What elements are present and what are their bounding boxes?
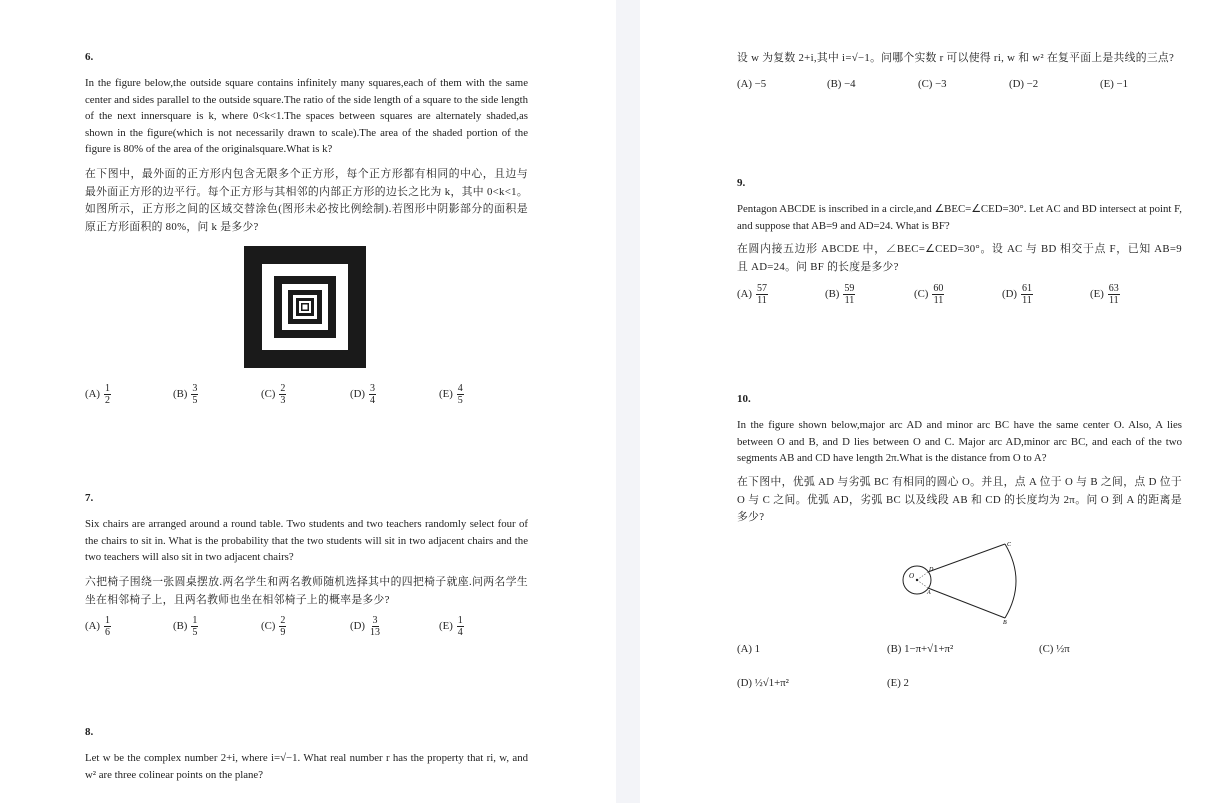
label-d: D	[929, 567, 934, 573]
question-7-options	[85, 612, 525, 640]
fraction	[932, 283, 944, 306]
option-c[interactable]: (C) ½π	[1039, 643, 1070, 655]
numerator: 57	[757, 282, 767, 294]
option-a[interactable]: (A) −5	[737, 78, 767, 90]
fraction	[191, 615, 198, 638]
question-7-text-en: Six chairs are arranged around a round table. Two students and two teachers randomly select four of the chairs to sit in. What is the probability that the two students will sit in two adjacent chairs and the two teachers will also sit in two adjacent chairs?	[85, 518, 528, 564]
fraction	[1108, 283, 1120, 306]
denominator: 5	[457, 394, 463, 406]
option-label: (A)	[85, 620, 100, 632]
option-label: (E)	[1090, 288, 1104, 300]
fraction	[369, 615, 381, 638]
fraction	[756, 283, 768, 306]
denominator: 2	[105, 394, 110, 406]
fraction	[457, 383, 464, 406]
fraction	[104, 383, 111, 406]
numerator: 3	[372, 614, 378, 626]
numerator: 1	[105, 614, 110, 626]
denominator: 11	[757, 294, 767, 306]
fraction	[279, 383, 286, 406]
option-label: (C)	[914, 288, 929, 300]
question-6-text-en: In the figure below,the outside square contains infinitely many squares,each of them with the same center and sides parallel to the outside square.The ratio of the side length of a square to the side length of the next innersquare is k, where 0<k<1.The spaces between squares are alternately shaded,as shown in the figure(which is not necessarily drawn to scale).The area of the shaded portion of the figure is 80% of the area of the originalsquare.What is k?	[85, 77, 528, 156]
option-e[interactable]	[1090, 280, 1120, 308]
question-6-number: 6.	[85, 51, 94, 63]
option-d[interactable]	[1002, 280, 1033, 308]
option-a[interactable]	[85, 612, 111, 640]
fraction	[369, 383, 376, 406]
option-d[interactable]: (D) −2	[1009, 78, 1039, 90]
numerator: 4	[457, 382, 463, 394]
denominator: 6	[105, 626, 110, 638]
numerator: 2	[280, 382, 286, 394]
question-9-text-zh: 在圆内接五边形 ABCDE 中，∠BEC=∠CED=30°。设 AC 与 BD 相交于点 F，已知 AB=9 且 AD=24。问 BF 的长度是多少?	[737, 243, 1182, 273]
question-10-options-row2	[737, 669, 1177, 697]
option-label: (D)	[1002, 288, 1017, 300]
numerator: 1	[457, 614, 463, 626]
option-label: (B)	[825, 288, 840, 300]
question-10-options-row1	[737, 635, 1177, 663]
option-a[interactable]	[85, 380, 111, 408]
option-label: (A)	[737, 288, 752, 300]
option-label: (D)	[350, 620, 365, 632]
fraction	[191, 383, 198, 406]
label-c: C	[1007, 542, 1012, 548]
fraction	[843, 283, 855, 306]
segment-ab	[928, 588, 1005, 618]
denominator: 11	[933, 294, 944, 306]
option-label: (D)	[350, 388, 365, 400]
label-o: O	[909, 572, 915, 580]
denominator: 3	[280, 394, 286, 406]
option-d[interactable]	[350, 380, 376, 408]
numerator: 61	[1022, 282, 1032, 294]
denominator: 5	[192, 394, 198, 406]
label-a: A	[927, 590, 931, 596]
question-10-text-zh: 在下图中，优弧 AD 与劣弧 BC 有相同的圆心 O。并且，点 A 位于 O 与 B 之间，点 D 位于 O 与 C 之间。优弧 AD，劣弧 BC 以及线段 AB 和 CD 的长度均为 2π。问 O 到 A 的距离是多少?	[737, 476, 1182, 523]
page-right	[640, 0, 1231, 803]
option-b[interactable]: (B) −4	[827, 78, 856, 90]
question-7-text-zh: 六把椅子围绕一张圆桌摆放.两名学生和两名教师随机选择其中的四把椅子就座.问两名学生坐在相邻椅子上，且两名教师也坐在相邻椅子上的概率是多少?	[85, 576, 528, 606]
numerator: 3	[370, 382, 375, 394]
label-b: B	[1003, 620, 1007, 626]
nested-squares-figure	[244, 246, 366, 368]
denominator: 11	[844, 294, 855, 306]
denominator: 9	[280, 626, 286, 638]
option-label: (B)	[173, 388, 188, 400]
option-b[interactable]: (B) 1−π+√1+π²	[887, 643, 954, 655]
numerator: 1	[105, 382, 110, 394]
option-b[interactable]	[825, 280, 855, 308]
denominator: 11	[1108, 294, 1119, 306]
option-label: (E)	[439, 620, 453, 632]
fraction	[1021, 283, 1033, 306]
question-6-text-zh: 在下图中，最外面的正方形内包含无限多个正方形，每个正方形都有相同的中心，且边与最外面正方形的边平行。每个正方形与其相邻的内部正方形的边长之比为 k，其中 0<k<1。如图所示，正方形之间的区域交替涂色(图形未必按比例绘制).若图形中阴影部分的面积是原正方形面积的 80%，问 k 是多少?	[85, 168, 528, 233]
option-e[interactable]	[439, 380, 464, 408]
option-e[interactable]	[439, 612, 464, 640]
question-10-text-en: In the figure shown below,major arc AD and minor arc BC have the same center O. Also, A lies between O and B, and D lies between O and C. Major arc AD,minor arc BC, and each of the two segments AB and CD have length 2π.What is the distance from O to A?	[737, 419, 1182, 465]
numerator: 59	[844, 282, 855, 294]
question-7-number: 7.	[85, 492, 94, 504]
denominator: 11	[1022, 294, 1032, 306]
numerator: 2	[280, 614, 286, 626]
option-b[interactable]	[173, 612, 198, 640]
option-label: (C)	[261, 388, 276, 400]
fraction	[279, 615, 286, 638]
option-label: (B)	[173, 620, 188, 632]
option-d[interactable]: (D) ½√1+π²	[737, 677, 789, 689]
fraction	[104, 615, 111, 638]
option-a[interactable]	[737, 280, 768, 308]
option-c[interactable]	[261, 612, 286, 640]
question-10-number: 10.	[737, 393, 751, 405]
option-c[interactable]	[914, 280, 944, 308]
numerator: 60	[933, 282, 944, 294]
fraction	[457, 615, 464, 638]
option-c[interactable]: (C) −3	[918, 78, 947, 90]
option-d[interactable]	[350, 612, 381, 640]
denominator: 4	[457, 626, 463, 638]
question-9-text-en: Pentagon ABCDE is inscribed in a circle,and ∠BEC=∠CED=30°. Let AC and BD intersect at point F, and suppose that AB=9 and AD=24. What is BF?	[737, 203, 1182, 232]
arcs-figure	[895, 538, 1025, 628]
option-label: (E)	[439, 388, 453, 400]
numerator: 63	[1108, 282, 1119, 294]
denominator: 13	[370, 626, 380, 638]
option-b[interactable]	[173, 380, 198, 408]
option-label: (A)	[85, 388, 100, 400]
denominator: 4	[370, 394, 375, 406]
option-a[interactable]: (A) 1	[737, 643, 761, 655]
numerator: 3	[192, 382, 198, 394]
question-6-options	[85, 380, 525, 408]
question-9-options	[737, 280, 1177, 308]
page-gutter	[616, 0, 640, 803]
numerator: 1	[192, 614, 198, 626]
option-c[interactable]	[261, 380, 286, 408]
question-8-text-zh: 设 w 为复数 2+i,其中 i=√−1。问哪个实数 r 可以使得 ri, w 和 w² 在复平面上是共线的三点?	[737, 52, 1175, 64]
question-8-number: 8.	[85, 726, 94, 738]
option-label: (C)	[261, 620, 276, 632]
option-e[interactable]: (E) 2	[887, 677, 909, 689]
question-8-text-en: Let w be the complex number 2+i, where i=√−1. What real number r has the property that ri, w, and w² are three colinear points on the plane?	[85, 752, 528, 781]
denominator: 5	[192, 626, 198, 638]
segment-dc	[928, 544, 1005, 572]
question-9-number: 9.	[737, 177, 746, 189]
question-8-options	[737, 70, 1177, 98]
minor-arc-bc	[1005, 544, 1016, 618]
option-e[interactable]: (E) −1	[1100, 78, 1128, 90]
